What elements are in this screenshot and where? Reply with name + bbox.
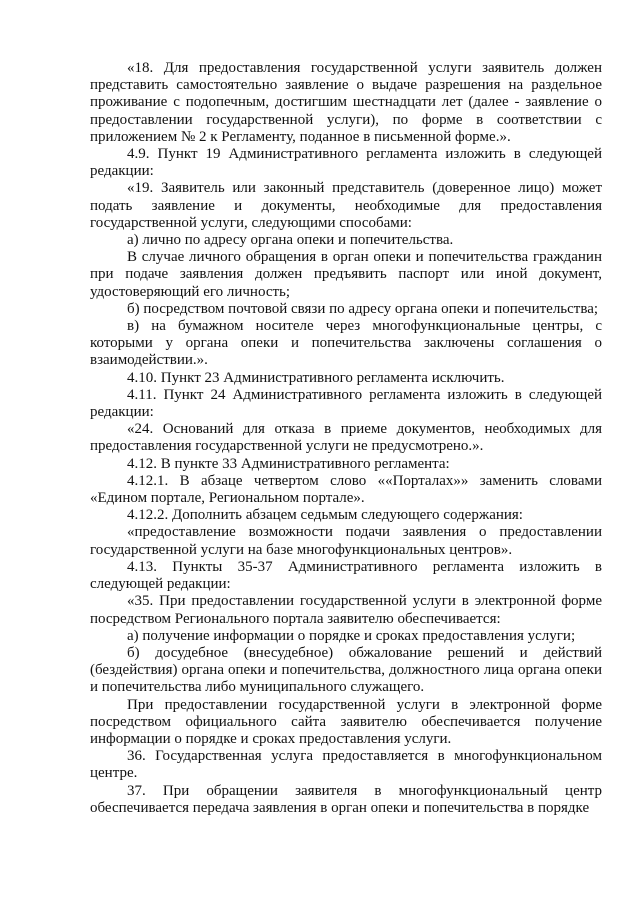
paragraph-item-24: «24. Оснований для отказа в приеме документов, необходимых для предоставления государственной услуги не предусмотрено.». (90, 421, 602, 455)
document-page (90, 60, 602, 817)
paragraph-4-11: 4.11. Пункт 24 Административного регламента изложить в следующей редакции: (90, 386, 602, 421)
paragraph-4-10: 4.10. Пункт 23 Административного регламента исключить. (127, 369, 505, 386)
paragraph-19-v: в) на бумажном носителе через многофункциональные центры, с которыми у органа опеки и попечительства заключены соглашения о взаимодействии.». (90, 318, 602, 369)
paragraph-35-a: а) получение информации о порядке и сроках предоставления услуги; (127, 627, 576, 644)
paragraph-4-9: 4.9. Пункт 19 Административного регламента изложить в следующей редакции: (90, 146, 602, 180)
paragraph-19-b: б) посредством почтовой связи по адресу органа опеки и попечительства; (127, 300, 599, 317)
paragraph-item-19: «19. Заявитель или законный представитель (доверенное лицо) может подать заявление и документы, необходимые для предоставления государственной услуги, следующими способами: (90, 180, 602, 231)
paragraph-item-18: «18. Для предоставления государственной услуги заявитель должен представить самостоятельно заявление о выдаче разрешения на раздельное проживание с подопечным, достигшим шестнадцати лет (далее - заявление о предоставлении государственной услуги), по форме в соответствии с приложением № 2 к Регламенту, поданное в письменной форме.». (90, 60, 602, 145)
paragraph-35-b: б) досудебное (внесудебное) обжалование решений и действий (бездействия) органа опеки и попечительства, должностного лица органа опеки и попечительства либо муниципального служащего. (90, 644, 602, 696)
paragraph-4-12-1: 4.12.1. В абзаце четвертом слово ««Порталах»» заменить словами «Едином портале, Региональном портале». (90, 472, 602, 507)
paragraph-item-36: 36. Государственная услуга предоставляется в многофункциональном центре. (90, 748, 602, 782)
paragraph-4-12: 4.12. В пункте 33 Административного регламента: (127, 455, 450, 472)
paragraph-item-37: 37. При обращении заявителя в многофункциональный центр обеспечивается передача заявления в орган опеки и попечительства в порядке (90, 782, 602, 816)
paragraph-4-12-2-text: «предоставление возможности подачи заявления о предоставлении государственной услуги на базе многофункциональных центров». (90, 524, 602, 558)
paragraph-35-official-site: При предоставлении государственной услуги в электронной форме посредством официального сайта заявителю обеспечивается получение информации о порядке и сроках предоставления услуги. (90, 696, 602, 747)
paragraph-item-35: «35. При предоставлении государственной услуги в электронной форме посредством Регионального портала заявителю обеспечивается: (90, 593, 602, 627)
paragraph-19-a: а) лично по адресу органа опеки и попечительства. (127, 232, 454, 249)
paragraph-4-13: 4.13. Пункты 35-37 Административного регламента изложить в следующей редакции: (90, 558, 602, 593)
paragraph-4-12-2: 4.12.2. Дополнить абзацем седьмым следующего содержания: (127, 507, 523, 524)
paragraph-19-personal: В случае личного обращения в орган опеки и попечительства гражданин при подаче заявления должен предъявить паспорт или иной документ, удостоверяющий его личность; (90, 249, 602, 300)
